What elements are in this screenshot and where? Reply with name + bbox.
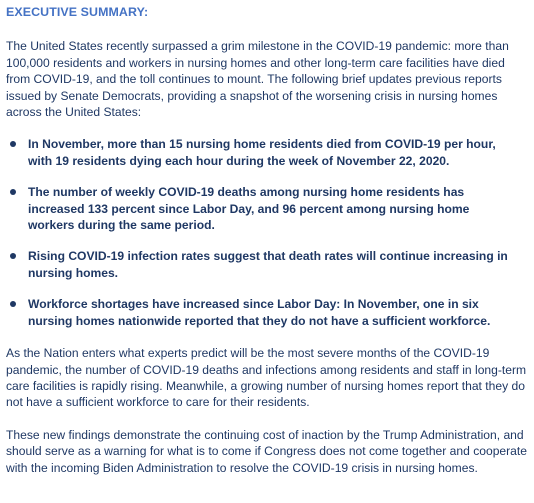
finding-text: The number of weekly COVID-19 deaths among nursing home residents has increased 133 percent since Labor Day, and 96 percent among nursing home workers during the same period.	[28, 185, 470, 233]
second-paragraph: As the Nation enters what experts predict will be the most severe months of the COVID-19 pandemic, the number of COVID-19 deaths and infections among residents and staff in long-term care facilities is rapidly rising. Meanwhile, a growing number of nursing homes report that they do not have a sufficient workforce to care for their residents.	[6, 346, 527, 410]
finding-item-3	[6, 248, 528, 281]
finding-item-2	[6, 184, 528, 233]
bullet-dot-icon	[10, 141, 16, 147]
finding-text: In November, more than 15 nursing home residents died from COVID-19 per hour, with 19 residents dying each hour during the week of November 22, 2020.	[28, 137, 496, 168]
third-paragraph: These new findings demonstrate the continuing cost of inaction by the Trump Administration, and should serve as a warning for what is to come if Congress does not come together and cooperate with the incoming Biden Administration to resolve the COVID-19 crisis in nursing homes.	[6, 427, 527, 475]
bullet-dot-icon	[10, 301, 16, 307]
finding-item-1	[6, 136, 528, 169]
bullet-dot-icon	[10, 253, 16, 259]
bullet-dot-icon	[10, 189, 16, 195]
finding-text: Workforce shortages have increased since Labor Day: In November, one in six nursing homes nationwide reported that they do not have a sufficient workforce.	[28, 297, 491, 328]
section-heading: EXECUTIVE SUMMARY:	[6, 5, 149, 19]
intro-paragraph: The United States recently surpassed a grim milestone in the COVID-19 pandemic: more than 100,000 residents and workers in nursing homes and other long-term care facilities have died from COVID-19, and the toll continues to mount. The following brief updates previous reports issued by Senate Democrats, providing a snapshot of the worsening crisis in nursing homes across the United States:	[6, 39, 509, 120]
finding-item-4	[6, 296, 528, 329]
findings-list	[6, 136, 528, 329]
finding-text: Rising COVID-19 infection rates suggest that death rates will continue increasing in nursing homes.	[28, 249, 508, 280]
